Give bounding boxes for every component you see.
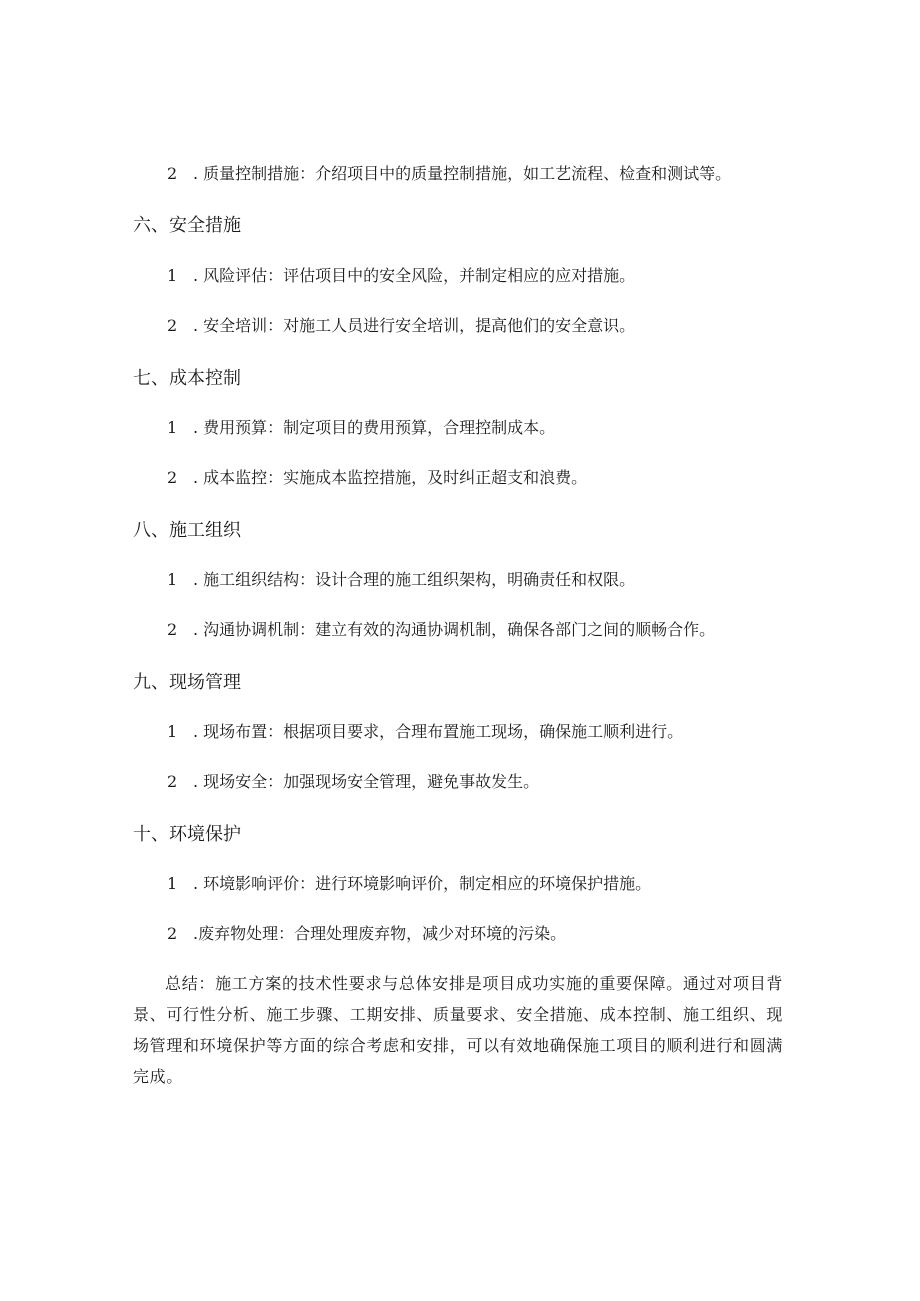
list-item-site-layout [167, 722, 683, 742]
section-heading-construction-organization: 八、施工组织 [133, 520, 241, 541]
list-item-text: . 沟通协调机制：建立有效的沟通协调机制，确保各部门之间的顺畅合作。 [193, 620, 716, 639]
list-item-number: 2 [167, 316, 178, 335]
list-item-text: .废弃物处理：合理处理废弃物，减少对环境的污染。 [193, 924, 567, 943]
list-item-number: 1 [167, 418, 178, 437]
list-item-number: 1 [167, 874, 178, 893]
list-item-text: . 安全培训：对施工人员进行安全培训，提高他们的安全意识。 [193, 316, 636, 335]
list-item-number: 2 [167, 772, 178, 791]
list-item-coordination-mechanism [167, 620, 715, 640]
list-item-text: . 风险评估：评估项目中的安全风险，并制定相应的应对措施。 [193, 266, 636, 285]
list-item-quality-control [167, 164, 731, 184]
list-item-number: 1 [167, 722, 178, 741]
list-item-text: . 费用预算：制定项目的费用预算，合理控制成本。 [193, 418, 556, 437]
list-item-text: . 现场布置：根据项目要求，合理布置施工现场，确保施工顺利进行。 [193, 722, 684, 741]
list-item-number: 1 [167, 266, 178, 285]
list-item-safety-training [167, 316, 635, 336]
list-item-number: 1 [167, 570, 178, 589]
list-item-environmental-assessment [167, 874, 651, 894]
section-heading-site-management: 九、现场管理 [133, 672, 241, 693]
section-heading-cost-control: 七、成本控制 [133, 368, 241, 389]
list-item-number: 2 [167, 164, 178, 183]
list-item-number: 2 [167, 924, 178, 943]
list-item-text: . 施工组织结构：设计合理的施工组织架构，明确责任和权限。 [193, 570, 636, 589]
list-item-text: . 环境影响评价：进行环境影响评价，制定相应的环境保护措施。 [193, 874, 652, 893]
list-item-waste-disposal [167, 924, 566, 944]
list-item-text: . 质量控制措施：介绍项目中的质量控制措施，如工艺流程、检查和测试等。 [193, 164, 732, 183]
list-item-cost-budget [167, 418, 555, 438]
list-item-organization-structure [167, 570, 635, 590]
section-heading-safety: 六、安全措施 [133, 215, 241, 236]
list-item-number: 2 [167, 468, 178, 487]
list-item-text: . 成本监控：实施成本监控措施，及时纠正超支和浪费。 [193, 468, 588, 487]
list-item-risk-assessment [167, 266, 635, 286]
section-heading-environmental-protection: 十、环境保护 [133, 824, 241, 845]
list-item-site-safety [167, 772, 539, 792]
summary-paragraph: 总结：施工方案的技术性要求与总体安排是项目成功实施的重要保障。通过对项目背景、可行性分析、施工步骤、工期安排、质量要求、安全措施、成本控制、施工组织、现场管理和环境保护等方面的综合考虑和安排，可以有效地确保施工项目的顺利进行和圆满完成。 [133, 974, 783, 1086]
list-item-number: 2 [167, 620, 178, 639]
list-item-text: . 现场安全：加强现场安全管理，避免事故发生。 [193, 772, 540, 791]
list-item-cost-monitoring [167, 468, 587, 488]
